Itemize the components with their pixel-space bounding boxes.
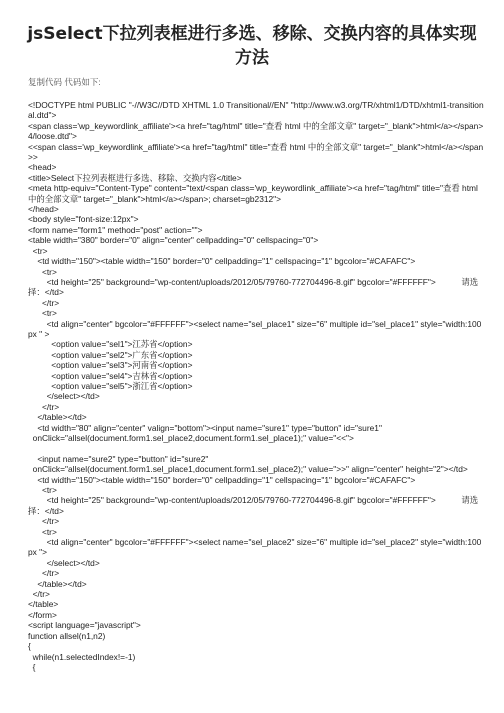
code-line: <td width="150"><table width="150" border="0" cellpadding="1" cellspacing="1" bgcolor="#CAFAFC"> — [28, 256, 416, 267]
code-line: <tr> — [28, 485, 57, 496]
code-line: </tr> — [28, 401, 60, 412]
code-line: </tr> — [28, 568, 60, 579]
code-line: <td height="25" background="wp-content/uploads/2012/05/79760-772704496-8.gif" bgcolor="#FFFFFF"> 请选择：</td> — [28, 495, 479, 516]
code-line: </tr> — [28, 589, 50, 600]
code-line: { — [28, 641, 31, 652]
code-line: <tr> — [28, 245, 48, 256]
code-line: <meta http-equiv="Content-Type" content="text/<span class='wp_keywordlink_affiliate'><a href="tag/html" title="查看 html 中的全部文章" target="_blank">html</a></span>; charset=gb2312"> — [28, 183, 481, 204]
code-line: <td height="25" background="wp-content/uploads/2012/05/79760-772704496-8.gif" bgcolor="#FFFFFF"> 请选择：</td> — [28, 276, 479, 298]
code-line: while(n1.selectedIndex!=-1) — [28, 651, 136, 662]
code-line: <tr> — [28, 266, 57, 277]
code-line: </tr> — [28, 516, 60, 527]
code-line: <!DOCTYPE html PUBLIC "-//W3C//DTD XHTML 1.0 Transitional//EN" "http://www.w3.org/TR/xhtml1/DTD/xhtml1-transitional.dtd"> — [28, 100, 484, 121]
code-line: </table> — [28, 599, 59, 610]
code-line: </tr> — [28, 297, 60, 308]
code-line: <option value="sel5">浙江省</option> — [28, 380, 193, 391]
code-line: { — [28, 661, 36, 672]
code-line: </table></td> — [28, 578, 87, 589]
code-line: <body style="font-size:12px"> — [28, 214, 139, 225]
code-line: <form name="form1" method="post" action=""> — [28, 224, 203, 235]
code-line: </form> — [28, 609, 57, 620]
code-line: <td align="center" bgcolor="#FFFFFF"><select name="sel_place2" size="6" multiple id="sel_place2" style="width:100px "> — [28, 537, 482, 558]
code-line: onClick="allsel(document.form1.sel_place1,document.form1.sel_place2);" value=">>" align="center" height="2"></td> — [28, 464, 468, 475]
code-line: <script language="javascript"> — [28, 620, 141, 631]
code-line: <tr> — [28, 308, 57, 319]
code-line: <option value="sel4">吉林省</option> — [28, 370, 193, 381]
code-line: <option value="sel2">广东省</option> — [28, 349, 193, 360]
code-line: function allsel(n1,n2) — [28, 630, 106, 641]
code-line: <td align="center" bgcolor="#FFFFFF"><select name="sel_place1" size="6" multiple id="sel_place1" style="width:100px " > — [28, 318, 482, 339]
copy-code-label: 复制代码 代码如下: — [28, 77, 101, 87]
code-line: <head> — [28, 162, 57, 173]
code-line: onClick="allsel(document.form1.sel_place2,document.form1.sel_place1);" value="<<"> — [28, 433, 354, 443]
code-line: <title>Select下拉列表框进行多选、移除、交换内容</title> — [28, 172, 242, 183]
code-line: <option value="sel3">河南省</option> — [28, 360, 193, 371]
code-line: </table></td> — [28, 412, 87, 423]
code-listing — [28, 100, 484, 672]
code-line: <input name="sure2" type="button" id="sure2" — [28, 453, 209, 464]
code-line: </select></td> — [28, 391, 100, 402]
code-line: <span class='wp_keywordlink_affiliate'><a href="tag/html" title="查看 html 中的全部文章" target="_blank">html</a></span>4/loose.dtd"> — [28, 120, 484, 142]
code-line: </head> — [28, 204, 59, 215]
code-line: <td width="150"><table width="150" border="0" cellpadding="1" cellspacing="1" bgcolor="#CAFAFC"> — [28, 474, 416, 485]
code-line: </select></td> — [28, 557, 100, 568]
code-line: <tr> — [28, 526, 57, 537]
code-line — [28, 443, 484, 453]
code-line: <<span class='wp_keywordlink_affiliate'><a href="tag/html" title="查看 html 中的全部文章" target="_blank">html</a></span>> — [28, 141, 484, 163]
code-line: <table width="380" border="0" align="center" cellpadding="0" cellspacing="0"> — [28, 235, 319, 246]
code-line: <option value="sel1">江苏省</option> — [28, 339, 193, 350]
article-title: jsSelect下拉列表框进行多选、移除、交换内容的具体实现方法 — [27, 24, 477, 68]
code-line: <td width="80" align="center" valign="bottom"><input name="sure1" type="button" id="sure1" — [28, 422, 382, 433]
